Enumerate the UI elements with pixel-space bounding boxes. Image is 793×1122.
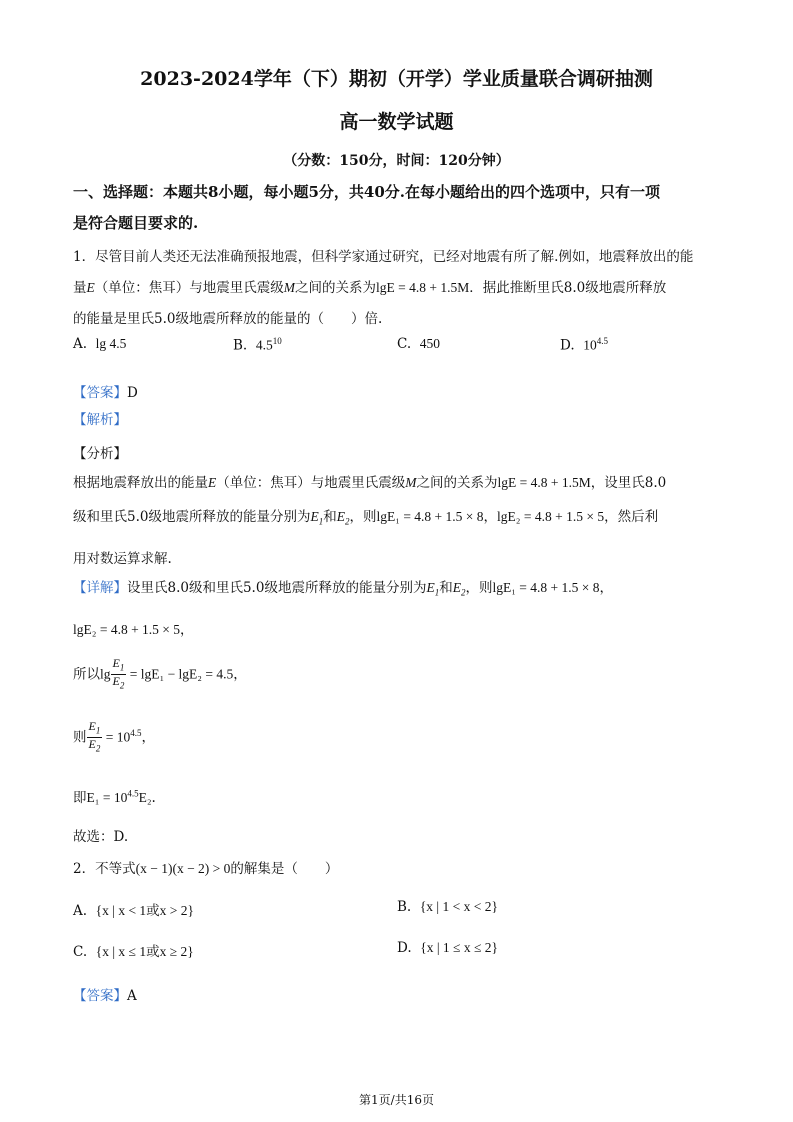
- q1-detail-line2: lgE₂ = 4.8 + 1.5 × 5，: [73, 622, 194, 638]
- q1-ji-line: 即$E_1 = 10^{4.5}E_2$.: [73, 788, 156, 806]
- q1-option-b: B. $4.5^{10}$: [233, 336, 282, 354]
- q1-answer: 【答案】D: [73, 385, 138, 401]
- q1-suoyi-line: 所以lg $\frac{E_1}{E_2}$ = lgE₁ − lgE₂ = 4.5，: [73, 656, 247, 691]
- page-number: 第1页/共16页: [359, 1093, 434, 1107]
- q1-fenxi-line2: 级和里氏5.0级地震所释放的能量分别为$E_1$和$E_2$，则lgE₁ = 4.8 + 1.5 × 8，lgE₂ = 4.8 + 1.5 × 5，然后利: [73, 509, 659, 527]
- exam-title: 2023-2024学年（下）期初（开学）学业质量联合调研抽测: [140, 68, 653, 90]
- q2-option-d: D. {x | 1 ≤ x ≤ 2}: [397, 940, 498, 956]
- exam-info: （分数：150分，时间：120分钟）: [283, 153, 510, 169]
- q1-fenxi-line1: 根据地震释放出的能量E（单位：焦耳）与地震里氏震级M之间的关系为lgE = 4.8 + 1.5M，设里氏8.0: [73, 475, 667, 491]
- fraction-e1-e2-ratio: $\frac{E_1}{E_2}$: [88, 719, 101, 754]
- q1-stem-line2: 量E（单位：焦耳）与地震里氏震级M之间的关系为lgE = 4.8 + 1.5M．据此推断里氏8.0级地震所释放: [73, 280, 667, 296]
- q1-stem-line1: 1．尽管目前人类还无法准确预报地震，但科学家通过研究，已经对地震有所了解.例如，地震释放出的能: [73, 249, 694, 265]
- q1-analysis-tag: 【解析】: [73, 412, 127, 428]
- q2-answer: 【答案】A: [73, 988, 137, 1004]
- q1-ze-line: 则 $\frac{E_1}{E_2}$ = $10^{4.5}$，: [73, 719, 155, 754]
- fraction-e1-e2: $\frac{E_1}{E_2}$: [112, 656, 125, 691]
- q1-option-d: D. $10^{4.5}$: [560, 336, 608, 354]
- q1-detail-line1: 【详解】设里氏8.0级和里氏5.0级地震所释放的能量分别为$E_1$和$E_2$，则lgE₁ = 4.8 + 1.5 × 8，: [73, 580, 613, 598]
- q2-option-c: C. {x | x ≤ 1或x ≥ 2}: [73, 944, 194, 960]
- q2-option-a: A. {x | x < 1或x > 2}: [73, 903, 195, 919]
- section-heading-line1: 一、选择题：本题共8小题，每小题5分，共40分.在每小题给出的四个选项中，只有一项: [73, 183, 660, 201]
- q2-stem: 2．不等式(x − 1)(x − 2) > 0的解集是（ ）: [73, 861, 339, 877]
- q1-formula: lgE = 4.8 + 1.5M: [376, 280, 470, 295]
- section-heading-line2: 是符合题目要求的.: [73, 214, 199, 232]
- q1-choose: 故选：D.: [73, 829, 129, 845]
- q1-fenxi-line3: 用对数运算求解.: [73, 551, 172, 567]
- q2-option-b: B. {x | 1 < x < 2}: [397, 899, 498, 915]
- q1-option-c: C. 450: [397, 336, 440, 352]
- var-M: M: [283, 280, 295, 295]
- q1-option-a: A. lg 4.5: [73, 336, 127, 352]
- q1-stem-line3: 的能量是里氏5.0级地震所释放的能量的（ ）倍.: [73, 311, 383, 327]
- subject-title: 高一数学试题: [339, 111, 454, 133]
- var-E: E: [86, 280, 95, 295]
- q1-fenxi-tag: 【分析】: [73, 446, 127, 462]
